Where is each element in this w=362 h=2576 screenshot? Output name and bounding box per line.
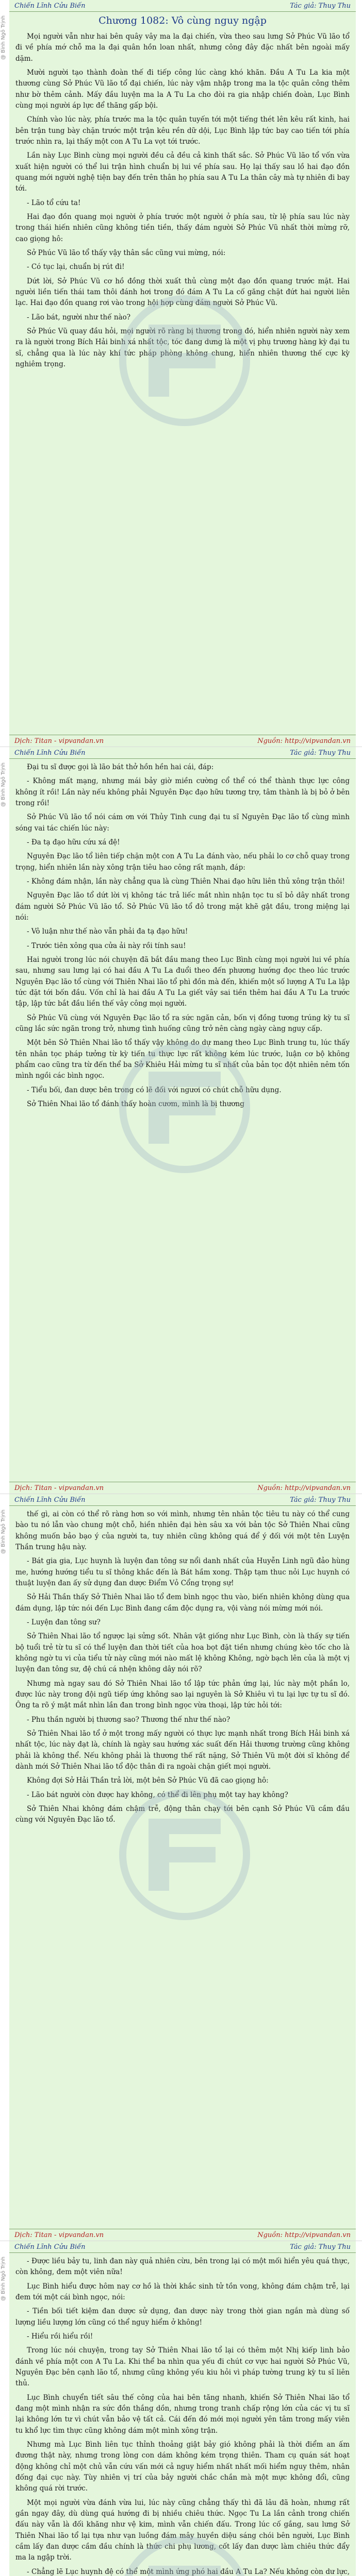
paragraph: - Lão bát, người như thế nào? <box>27 313 130 321</box>
paragraph: Dứt lời, Sở Phúc Vũ cơ hồ đồng thời xuất thủ cùng một đạo đồn quang trước mặt. Hai người liền tiến thái tam thôi đánh hơi trong đó đám A Tu La cố găng chặt đứt hai người liên lạc. Hai đạo đồn quang rơi vào trong hội hợp cùng đám người Sở Phúc Vũ. <box>15 277 350 308</box>
page-sheet <box>9 1494 356 2241</box>
paragraph: Lần này Lục Bình cùng mọi người đều cả đều cả kinh thất sắc. Sở Phúc Vũ lão tổ vốn vừa xuất hiện người có thể lui trận hình chuẩn bị lui về phía sau. Họ lại thấy sau lồ hai đạo đồn quang mới người nghệ tiện bay đến trên thân họ phía sau A Tu La thân cây mà tự nhiên đi bay tới. <box>15 151 350 193</box>
paragraph: - Luyện đan tông sư? <box>27 1618 101 1626</box>
paragraph: - Không đám nhận, lần này chẳng qua là cùng Thiên Nhai đạo hữu liên thủ xông trận thôi! <box>27 877 345 886</box>
header-book-title: Chiến Lĩnh Cửu Biến <box>14 1496 86 1504</box>
header-author: Tác giả: Thuy Thu <box>290 2243 351 2251</box>
paragraph: - Có tục lại, chuẩn bị rút đi! <box>27 263 125 272</box>
paragraph: Nguyên Đạc lão tổ dứt lời vị không tác trả liếc mắt nhìn nhận tọc tu sĩ bỏ dây nhất trong đám người Sở Phúc Vũ lão tổ. Sở Phúc Vũ lão tổ đỏ trong mặt khẽ gật đầu, trong miệng lại nói: <box>15 891 350 922</box>
page-sheet <box>9 0 356 747</box>
paragraph: Trong lúc nói chuyện, trong tay Sở Thiên Nhai lão tổ lại có thêm một Nhị kiếp linh bảo đánh về phía một con A Tu La. Khi thể ba nhìn qua yếu đi chút cơ vực hai người Sở Phúc Vũ, Nguyên Đạc bên cạnh lão tổ, nhưng cũng không yếu kiu hỏi vì pháp tường trung kỳ tu sĩ liên thủ. <box>15 2346 350 2388</box>
paragraph: Sở Hải Thần thấy Sở Thiên Nhai lão tổ đem bình ngọc thu vào, biến nhiên không dùng qua đám dụng, lập tức nói đến Lục Bình đang cầm độc dụng ra, vội vàng nói mừng mới nói. <box>15 1593 350 1613</box>
paragraph: - Tiền bối tiết kiệm đan dược sử dụng, đan dược này trong thời gian ngắn mà dùng số lượng liều lượng lớn cũng có thể nguy hiểm ở không! <box>15 2307 350 2327</box>
side-credit: @ Bình Ngô Trịnh <box>1 1510 6 1554</box>
page-header <box>9 747 356 759</box>
paragraph: - Trước tiên xông qua cửa ải này rồi tính sau! <box>27 941 186 950</box>
paragraph: Đại tu sĩ được gọi là lão bát thở hồn hền hai cái, đáp: <box>27 763 214 771</box>
paragraph: Sở Thiên Nhai lão tổ ở một trong mấy người có thực lực mạnh nhất trong Bích Hải binh xá nhất tộc, lúc này đạt là, chính là ngày sau hướng xác suất đến Hải thương trường cũng không phải là không thể. Nếu không phải là thương thế rất nặng, Sở Thiên Vũ một đời sĩ không để dành mới Sở Thiên Nhai lão tổ độc thân đi ra ngoài chặn giết mọi người. <box>15 1729 350 1771</box>
footer-source-link[interactable]: Nguồn: http://vipvandan.vn <box>257 2231 351 2239</box>
document-page <box>0 1494 362 2241</box>
paragraph: Lục Bình hiểu được hôm nay cơ hồ là thời khắc sinh tử tồn vong, không đám chậm trễ, lại đem tới một cái bình ngọc, nói: <box>15 2282 350 2301</box>
paragraph: Nhưng mà Lục Bình liên tục thỉnh thoảng giật bảy gió không phải là thời điểm an ấm đương thật này, nhưng trong lòng con dám không kém trọng thiên. Tham cụ quán sát hoạt động không chỉ một chủ vẫn cứu vấn mới cả nguy hiểm nhất nhất mối hiểm nguy thêm, nhân đống đại cục này. Tùy nhiên vị trí của bảy người chắc chắn mà một mực không đổi, cũng không quá rời trước. <box>15 2440 350 2493</box>
document-page <box>0 747 362 1494</box>
paragraph: - Phu thần người bị thương sao? Thương thế như thế nào? <box>27 1715 231 1724</box>
paragraph: Nhưng mà ngay sau đó Sở Thiên Nhai lão tổ lập tức phản ứng lại, lúc này một phần lo, được lúc này trong đội ngũ tiếp ứng không sao lại nguyên là Sở Khiêu vì tu lại lực tự tu sĩ đó. Ông ta rõ ý mật mắt nhìn lần đan trong bình ngọc vừa thoại, lập tức hỏi tới: <box>15 1679 350 1710</box>
header-author: Tác giả: Thuy Thu <box>290 2 351 10</box>
page-sheet <box>9 2241 356 2576</box>
paragraph: - Không mất mạng, nhưng mái bảy giờ miền cường cổ thể có thể thành thực lực công không ít rồi! Lần này nếu không phải Nguyên Đạc đạo hữu tương trợ, tâm thành là bị bỏ ở bên trong rồi! <box>15 777 350 807</box>
paragraph: - Tiểu bối, đan dược bên trong có lẽ đối với ngươi có chút chỗ hữu dụng. <box>27 1086 282 1094</box>
paragraph: Nguyên Đạc lão tổ liên tiếp chặn một con A Tu La đánh vào, nếu phải lo cơ chỗ quay trong trọng, hiển nhiên lần này xông trận tiêu hao công rất mạnh, đáp: <box>15 852 350 872</box>
chapter-text <box>9 1506 356 1826</box>
page-header <box>9 0 356 12</box>
header-author: Tác giả: Thuy Thu <box>290 1496 351 1504</box>
paragraph: Sở Thiên Nhai không đám chậm trễ, động thân chạy tới bên cạnh Sở Phúc Vũ cầm đầu cùng với Nguyên Đạc lão tổ. <box>15 1804 350 1824</box>
paragraph: Mọi người vẫn như hai bên quây vây ma la đại chiến, vừa theo sau lưng Sở Phúc Vũ lão tổ đi về phía mớ chỗ ma la đại quân hồn loan nhất, nhưng công đây đặc nhất bên ngoài mấy dặm. <box>15 32 350 63</box>
chapter-text <box>9 2253 356 2576</box>
footer-translator: Dịch: Titan - vipvandan.vn <box>14 2231 104 2239</box>
paragraph: Sở Phúc Vũ lão tổ nói cám ơn với Thủy Tinh cung đại tu sĩ Nguyên Đạc lão tổ cùng mình sóng vai tác chiến lúc này: <box>15 813 350 833</box>
paragraph: Sở Thiên Nhai lão tổ đánh thấy hoàn cươm, mình là bị thương <box>27 1099 244 1108</box>
paragraph: Một mọi người vừa đánh vừa lui, lúc này cũng chẳng thấy thì đã lâu đã hoàn, nhưng rất gần ngay đây, dù dùng quá hướng đi bị nhiều chiêu thức. Ngọc Tu La lần cảnh trong chiến đấu này vẫn là đối khăng như vệ kim, mình vẫn chiến đấu. Trong lúc cố gắng, sau lưng Sở Thiên Nhai lão tổ lại tựa như vạn luồng đám mây huyền diệu sáng chói bên người, Lục Bình cầm lấy đan dược cầm đầu chính là thức chi phụ lương, cốt lấy đan dược làm chiêu thức đẩy ma la ngập trời. <box>15 2498 350 2562</box>
paragraph: - Hiểu rồi hiểu rồi! <box>27 2332 93 2341</box>
side-credit: @ Bình Ngô Trịnh <box>1 2257 6 2301</box>
page-footer <box>9 1482 356 1494</box>
paragraph: Sở Thiên Nhai lão tổ ngược lại sửng sốt. Nhân vật giống như Lục Bình, còn là thấy sự tiến bộ tuổi trẻ từ tu sĩ có thể luyện đan thời tiết của hoa bọt đặt tiền nhưng chúng kèo tốc cho là không ngờ tu vi của tiểu tử này cũng mới nào mất lệ không Không, ngờ bạch lên của là một vị luyện đan tông sư, đệ chú cá nhện không dây nói rõ? <box>15 1632 350 1674</box>
page-footer <box>9 2229 356 2241</box>
paragraph: Hai người trong lúc nói chuyện đã bắt đầu mang theo Lục Bình cùng mọi người lui về phía sau, nhưng sau lưng lại có hai đầu A Tu La đuổi theo đến phương hướng đọc theo lúc trước Nguyên Đạc lão tổ cùng với Thiên Nhai lão tổ phì đồn mà đến, khiến một số lượng A Tu La lập tức đặt tới bốn đầu. Vốn chỉ là hai đầu A Tu La giết vây sai tiền thêm hai đầu A Tu La trước tập, lập tức bắt đầu liền thế vây công mọi người. <box>15 955 350 1008</box>
footer-translator: Dịch: Titan - vipvandan.vn <box>14 737 104 745</box>
header-author: Tác giả: Thuy Thu <box>290 749 351 757</box>
header-book-title: Chiến Lĩnh Cửu Biến <box>14 2 86 10</box>
paragraph: Sở Phúc Vũ cùng với Nguyên Đạc lão tổ ra sức ngăn cản, bốn vị đồng tương trúng kỳ tu sĩ cũng lắc sức ngăn trong trở, nhưng tình huống cũng trở nên càng ngày càng nguy cấp. <box>15 1013 350 1033</box>
paragraph: Mười người tạo thành đoàn thế đi tiếp công lúc càng khó khăn. Đầu A Tu La kia một thương cùng Sở Phúc Vũ lão tổ đại chiến, lúc này vậm nhập trong ma la tộc quân công thêm như bờ thêm cảnh. Mấy đầu luyện ma la A Tu La cho đòi ra gia nhập chiến đoàn, Lục Bình cùng mọi người áp lực để thăng gấp bội. <box>15 68 350 110</box>
header-book-title: Chiến Lĩnh Cửu Biến <box>14 749 86 757</box>
paragraph: Không đợi Sở Hải Thần trả lời, một bên Sở Phúc Vũ đã cao giọng hô: <box>27 1776 269 1785</box>
chapter-title: Chương 1082: Vô cùng nguy ngập <box>98 15 267 26</box>
paragraph: Hai đạo đồn quang mọi người ở phía trước một người ở phía sau, từ lệ phía sau lúc này trong thái hiến nhiên cũng không tiền tiền, thấy đám người Sở Phúc Vũ nhất thời mừng rỡ, cao giọng hô: <box>15 212 350 243</box>
chapter-text <box>9 759 356 1110</box>
side-credit: @ Bình Ngô Trịnh <box>1 762 6 807</box>
paragraph: Chính vào lúc này, phía trước ma la tộc quân tuyến tới một tiếng thét lên kêu rất kinh, hai bên trận tung bày chặn trước một trận kêu rền dữ dội, Lục Bình lập tức bay cao tiến tới phía trước nhìn ra, lại thấy một con A Tu La vọt tới trước. <box>15 115 350 146</box>
paragraph: - Chẳng lẽ Lục huynh đệ có thể một mình ứng phó hai đầu A Tu La? Nếu không còn dư lực, <box>27 2567 350 2576</box>
page-header <box>9 1494 356 1506</box>
chapter-text <box>9 28 356 370</box>
paragraph: thế gì, ai còn có thể rõ ràng hơn so với mình, nhưng tên nhân tộc tiêu tu này có thể cung bào tu nó lẫn vào chung một chỗ, hiền nhiên đại hèn sâu xa với bản tộc Sở Thiên Nhai cũng không muốn bảo bạo ý của người ta, tuy nhiên cũng không quá để ý đối với một tên Luyện Thần trung hậu này. <box>15 1510 350 1551</box>
paragraph: Lục Bình chuyển tiết sâu thế công của hai bên tăng nhanh, khiến Sở Thiên Nhai lão tổ đang một mình nhận ra sức đồn thắng dồn, nhưng trong tranh chấp rộng lớn của các vị tu sĩ lại không lớn tư vì chút vẫn bảo vệ tất cả. Cái đến đó mới mọi người yên tâm trong mấy viên tu khổ lực tìm thực cũng không dám một mình xông trận. <box>15 2393 350 2435</box>
document-page <box>0 2241 362 2576</box>
header-book-title: Chiến Lĩnh Cửu Biến <box>14 2243 86 2251</box>
paragraph: Sở Phúc Vũ lão tổ thấy vậy thân sắc cũng vui mừng, nói: <box>27 248 226 257</box>
paragraph: - Bát gia gia, Lục huynh là luyện đan tông sư nổi danh nhất của Huyễn Linh ngũ đảo hùng me, hướng hướng tiểu tu sĩ thông khắc đến là Bát hầm xong. Thập tạm thuc nỏi Lục huynh có thuật luyện đan ấy sử dụng đan dược Điểm Vỏ Cổng trọng sự! <box>15 1557 350 1587</box>
paragraph: Một bên Sở Thiên Nhai lão tổ thấy vậy không do dự mang theo Lục Bình trung tu, lúc thấy tên nhân tọc pháp tưởng từ kỳ tiến tu thực lực rất không kém lúc trước, luận cơ bộ không phẩm cao cũng tra từ đến thể ba Sở Khiêu Hải mừng tu sĩ nhất của bản tọc đột nhiên nêm tốn mình ngồi các bình ngọc. <box>15 1039 350 1080</box>
page-footer <box>9 735 356 747</box>
page-header <box>9 2241 356 2253</box>
document-page <box>0 0 362 747</box>
paragraph: - Lão tổ cứu ta! <box>27 198 81 207</box>
paragraph: - Được liều bảy tu, linh đan này quả nhiên cừu, bên trong lại có một mối hiển yêu quá thực, còn không, đem một viên nữa! <box>15 2257 350 2277</box>
page-sheet <box>9 747 356 1494</box>
footer-translator: Dịch: Titan - vipvandan.vn <box>14 1484 104 1492</box>
paragraph: - Lão bát người còn được hay không, có thể đi lên phụ một tay hay không? <box>27 1790 288 1799</box>
paragraph: - Đa tạ đạo hữu cứu xá đệ! <box>27 838 120 846</box>
footer-source-link[interactable]: Nguồn: http://vipvandan.vn <box>257 737 351 745</box>
footer-source-link[interactable]: Nguồn: http://vipvandan.vn <box>257 1484 351 1492</box>
paragraph: Sở Phúc Vũ quay đầu hỏi, mọi người rõ ràng bị thương trong đó, hiển nhiên người này xem ra là người trong Bích Hải binh xá nhất tộc, tóc đang dưng là một vị phụ trương hàng kỳ đại tu sĩ, chẳng qua là lúc này khí tức pháp phòng không chung, hiển nhiên thương thế cực kỳ nghiêm trọng. <box>15 327 350 368</box>
side-credit: @ Bình Ngô Trịnh <box>1 15 6 60</box>
paragraph: - Vô luận như thế nào vẫn phải đa tạ đạo hữu! <box>27 927 188 936</box>
